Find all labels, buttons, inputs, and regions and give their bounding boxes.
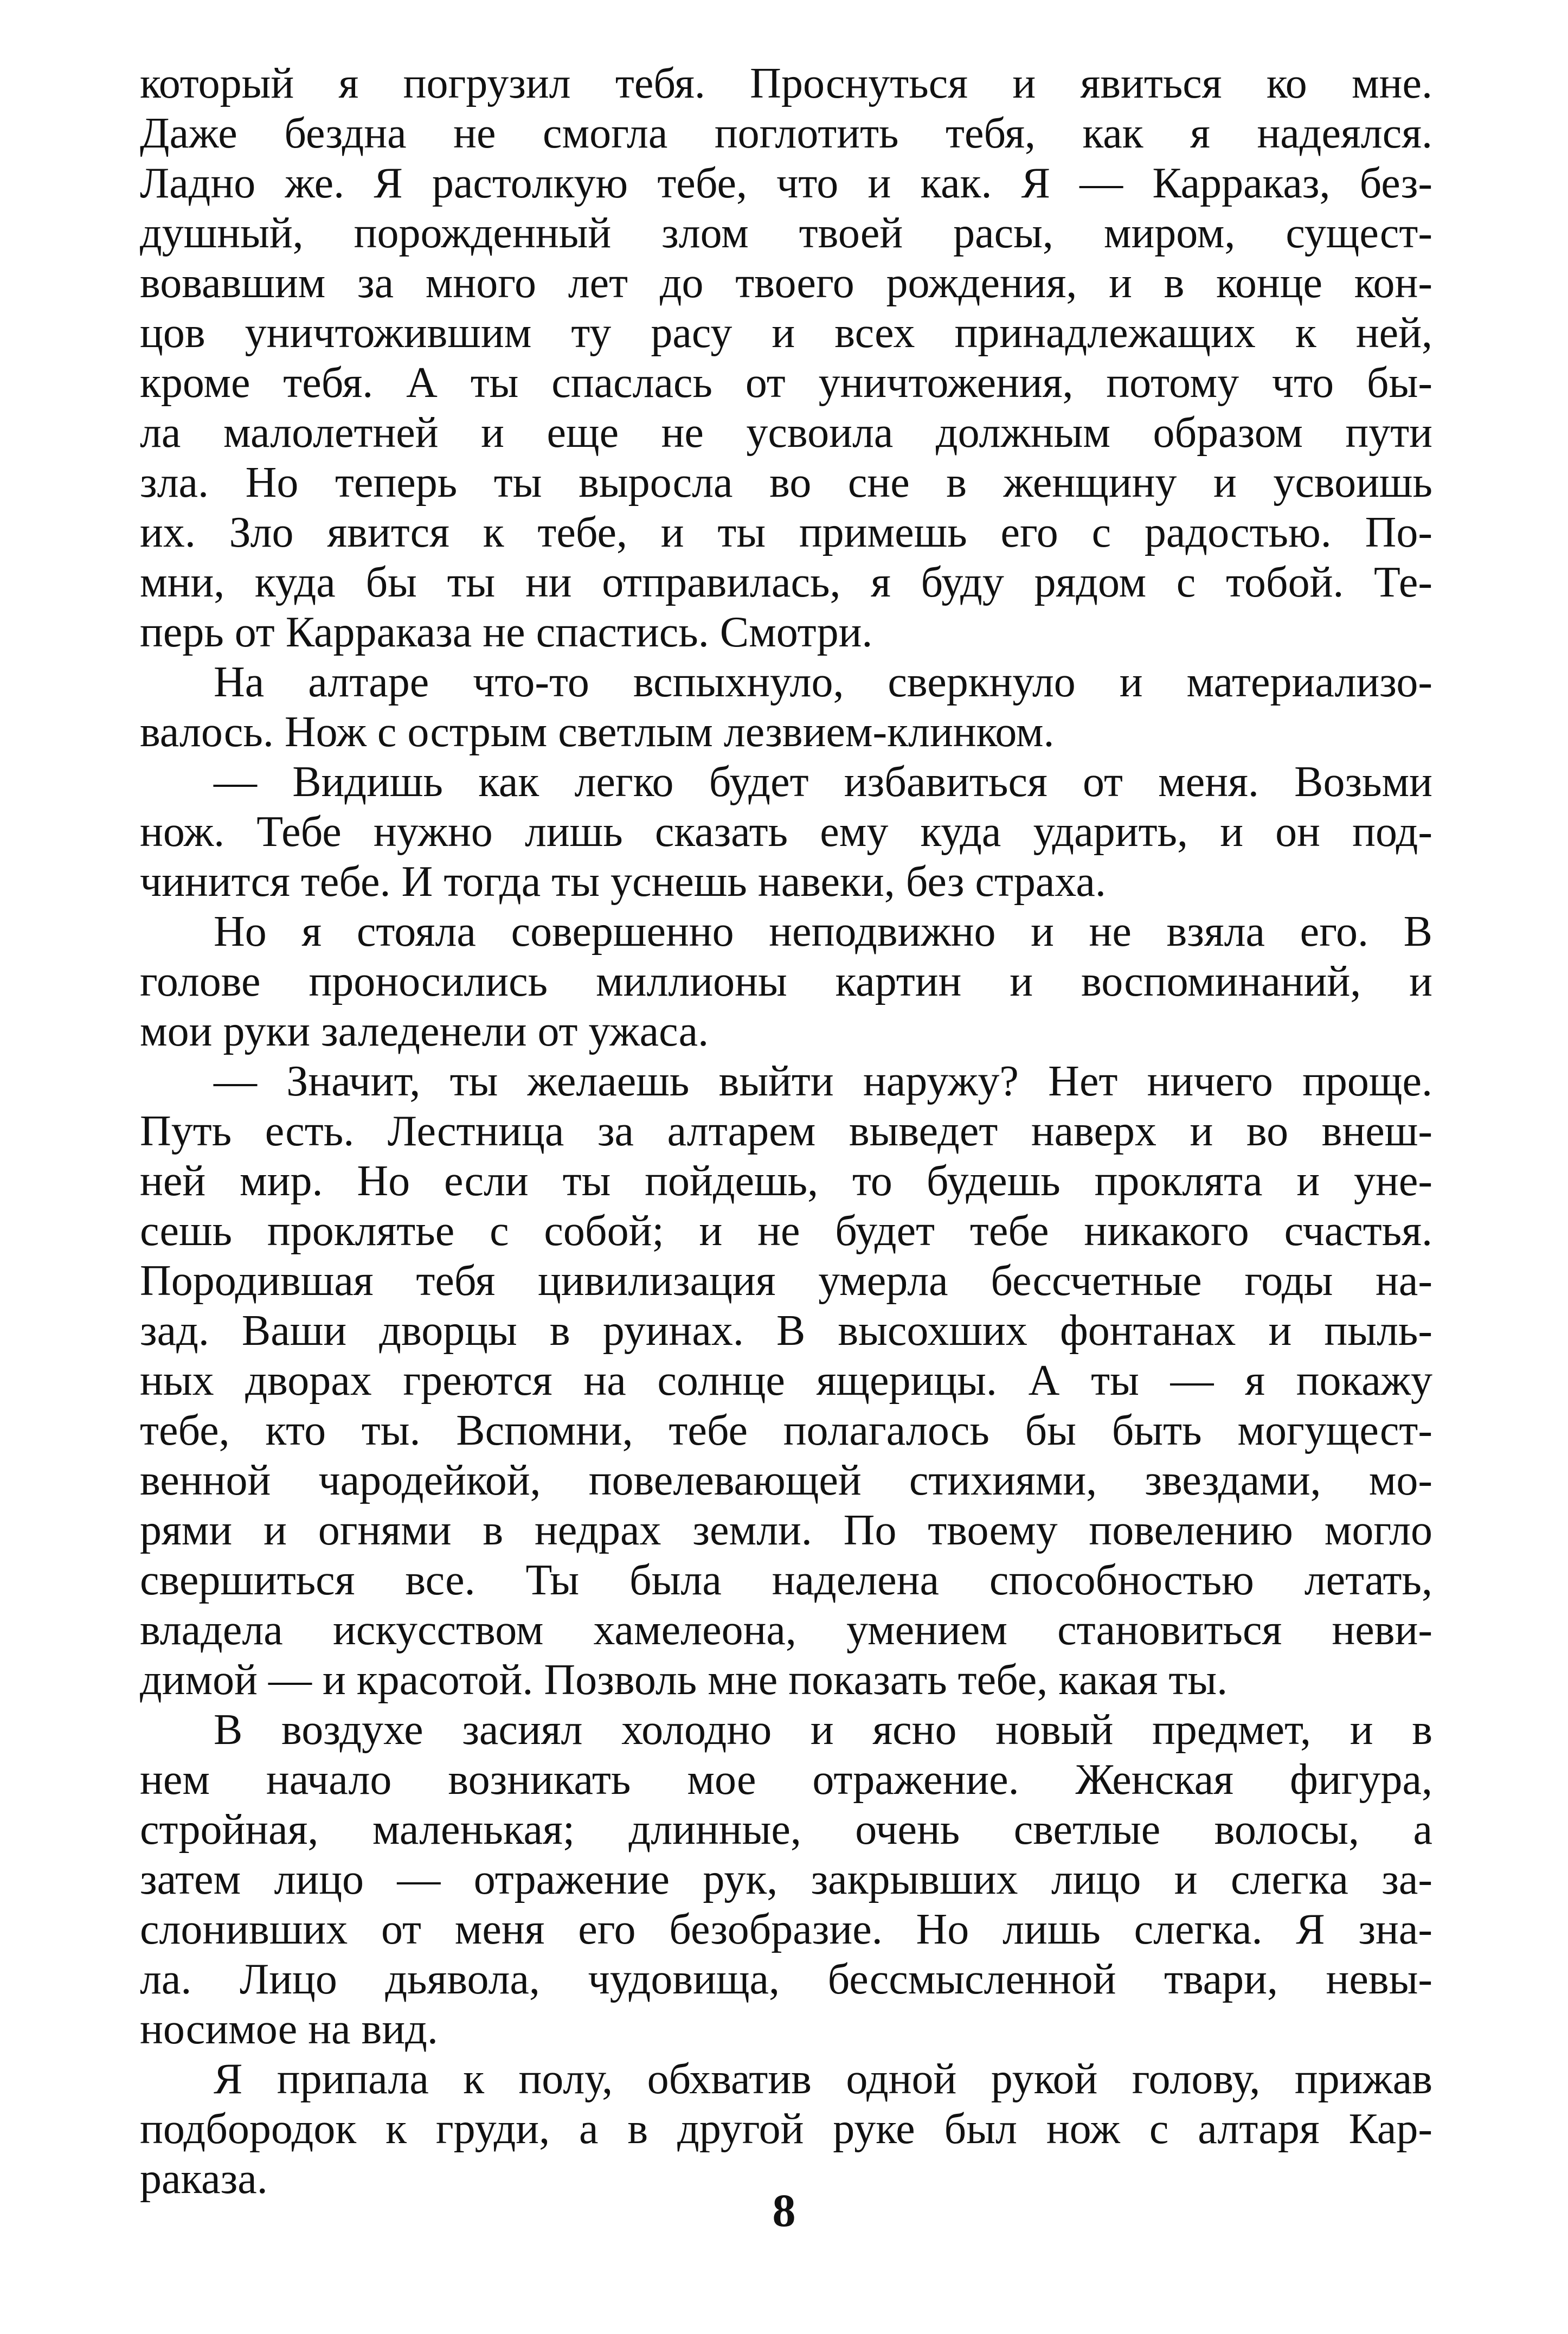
text-line: слонивших от меня его безобразие. Но лишь слегка. Я зна- xyxy=(140,1906,1432,1953)
text-line: мои руки заледенели от ужаса. xyxy=(140,1008,709,1055)
text-line: носимое на вид. xyxy=(140,2005,438,2053)
text-line: нож. Тебе нужно лишь сказать ему куда ударить, и он под- xyxy=(140,808,1432,856)
text-line: цов уничтожившим ту расу и всех принадлежащих к ней, xyxy=(140,309,1432,357)
text-line: зла. Но теперь ты выросла во сне в женщину и усвоишь xyxy=(140,459,1432,506)
text-line: душный, порожденный злом твоей расы, миром, сущест- xyxy=(140,209,1432,257)
text-line: стройная, маленькая; длинные, очень светлые волосы, а xyxy=(140,1806,1432,1854)
text-line: зад. Ваши дворцы в руинах. В высохших фонтанах и пыль- xyxy=(140,1307,1432,1355)
text-line: голове проносились миллионы картин и воспоминаний, и xyxy=(140,958,1432,1005)
text-line: ла. Лицо дьявола, чудовища, бессмысленной твари, невы- xyxy=(140,1955,1432,2003)
page-number: 8 xyxy=(772,2184,796,2236)
text-line: валось. Нож с острым светлым лезвием-клинком. xyxy=(140,708,1055,756)
text-line: Путь есть. Лестница за алтарем выведет наверх и во внеш- xyxy=(140,1107,1432,1155)
text-line: чинится тебе. И тогда ты уснешь навеки, без страха. xyxy=(140,858,1106,906)
text-line: ных дворах греются на солнце ящерицы. А ты — я покажу xyxy=(140,1357,1432,1405)
text-line: мни, куда бы ты ни отправилась, я буду рядом с тобой. Те- xyxy=(140,559,1432,606)
text-line: В воздухе засиял холодно и ясно новый предмет, и в xyxy=(214,1706,1432,1754)
text-line: — Видишь как легко будет избавиться от меня. Возьми xyxy=(214,758,1432,806)
text-line: свершиться все. Ты была наделена способностью летать, xyxy=(140,1556,1432,1604)
text-line: сешь проклятье с собой; и не будет тебе никакого счастья. xyxy=(140,1207,1432,1255)
text-line: владела искусством хамелеона, умением становиться неви- xyxy=(140,1606,1432,1654)
text-line: венной чародейкой, повелевающей стихиями, звездами, мо- xyxy=(140,1457,1432,1504)
text-line: Породившая тебя цивилизация умерла бессчетные годы на- xyxy=(140,1257,1432,1305)
page-body-text xyxy=(140,59,1432,2204)
text-line: тебе, кто ты. Вспомни, тебе полагалось бы быть могущест- xyxy=(140,1407,1432,1454)
text-line: перь от Карраказа не спастись. Смотри. xyxy=(140,608,873,656)
text-line: затем лицо — отражение рук, закрывших лицо и слегка за- xyxy=(140,1856,1432,1903)
text-line: Даже бездна не смогла поглотить тебя, как я надеялся. xyxy=(140,110,1432,157)
text-line: который я погрузил тебя. Проснуться и явиться ко мне. xyxy=(140,60,1432,107)
text-line: ней мир. Но если ты пойдешь, то будешь проклята и уне- xyxy=(140,1157,1432,1205)
text-line: подбородок к груди, а в другой руке был нож с алтаря Кар- xyxy=(140,2105,1432,2153)
text-line: раказа. xyxy=(140,2155,268,2203)
text-line: Я припала к полу, обхватив одной рукой голову, прижав xyxy=(214,2055,1432,2103)
text-line: ла малолетней и еще не усвоила должным образом пути xyxy=(140,409,1432,457)
text-line: димой — и красотой. Позволь мне показать тебе, какая ты. xyxy=(140,1656,1228,1704)
text-line: кроме тебя. А ты спаслась от уничтожения, потому что бы- xyxy=(140,359,1432,407)
text-line: На алтаре что-то вспыхнуло, сверкнуло и материализо- xyxy=(214,658,1432,706)
text-line: Но я стояла совершенно неподвижно и не взяла его. В xyxy=(214,908,1432,956)
text-line: — Значит, ты желаешь выйти наружу? Нет ничего проще. xyxy=(214,1057,1432,1105)
text-line: их. Зло явится к тебе, и ты примешь его с радостью. По- xyxy=(140,509,1432,556)
text-line: рями и огнями в недрах земли. По твоему повелению могло xyxy=(140,1506,1432,1554)
text-line: нем начало возникать мое отражение. Женская фигура, xyxy=(140,1756,1432,1804)
text-line: Ладно же. Я растолкую тебе, что и как. Я — Карраказ, без- xyxy=(140,159,1432,207)
text-line: вовавшим за много лет до твоего рождения, и в конце кон- xyxy=(140,259,1432,307)
